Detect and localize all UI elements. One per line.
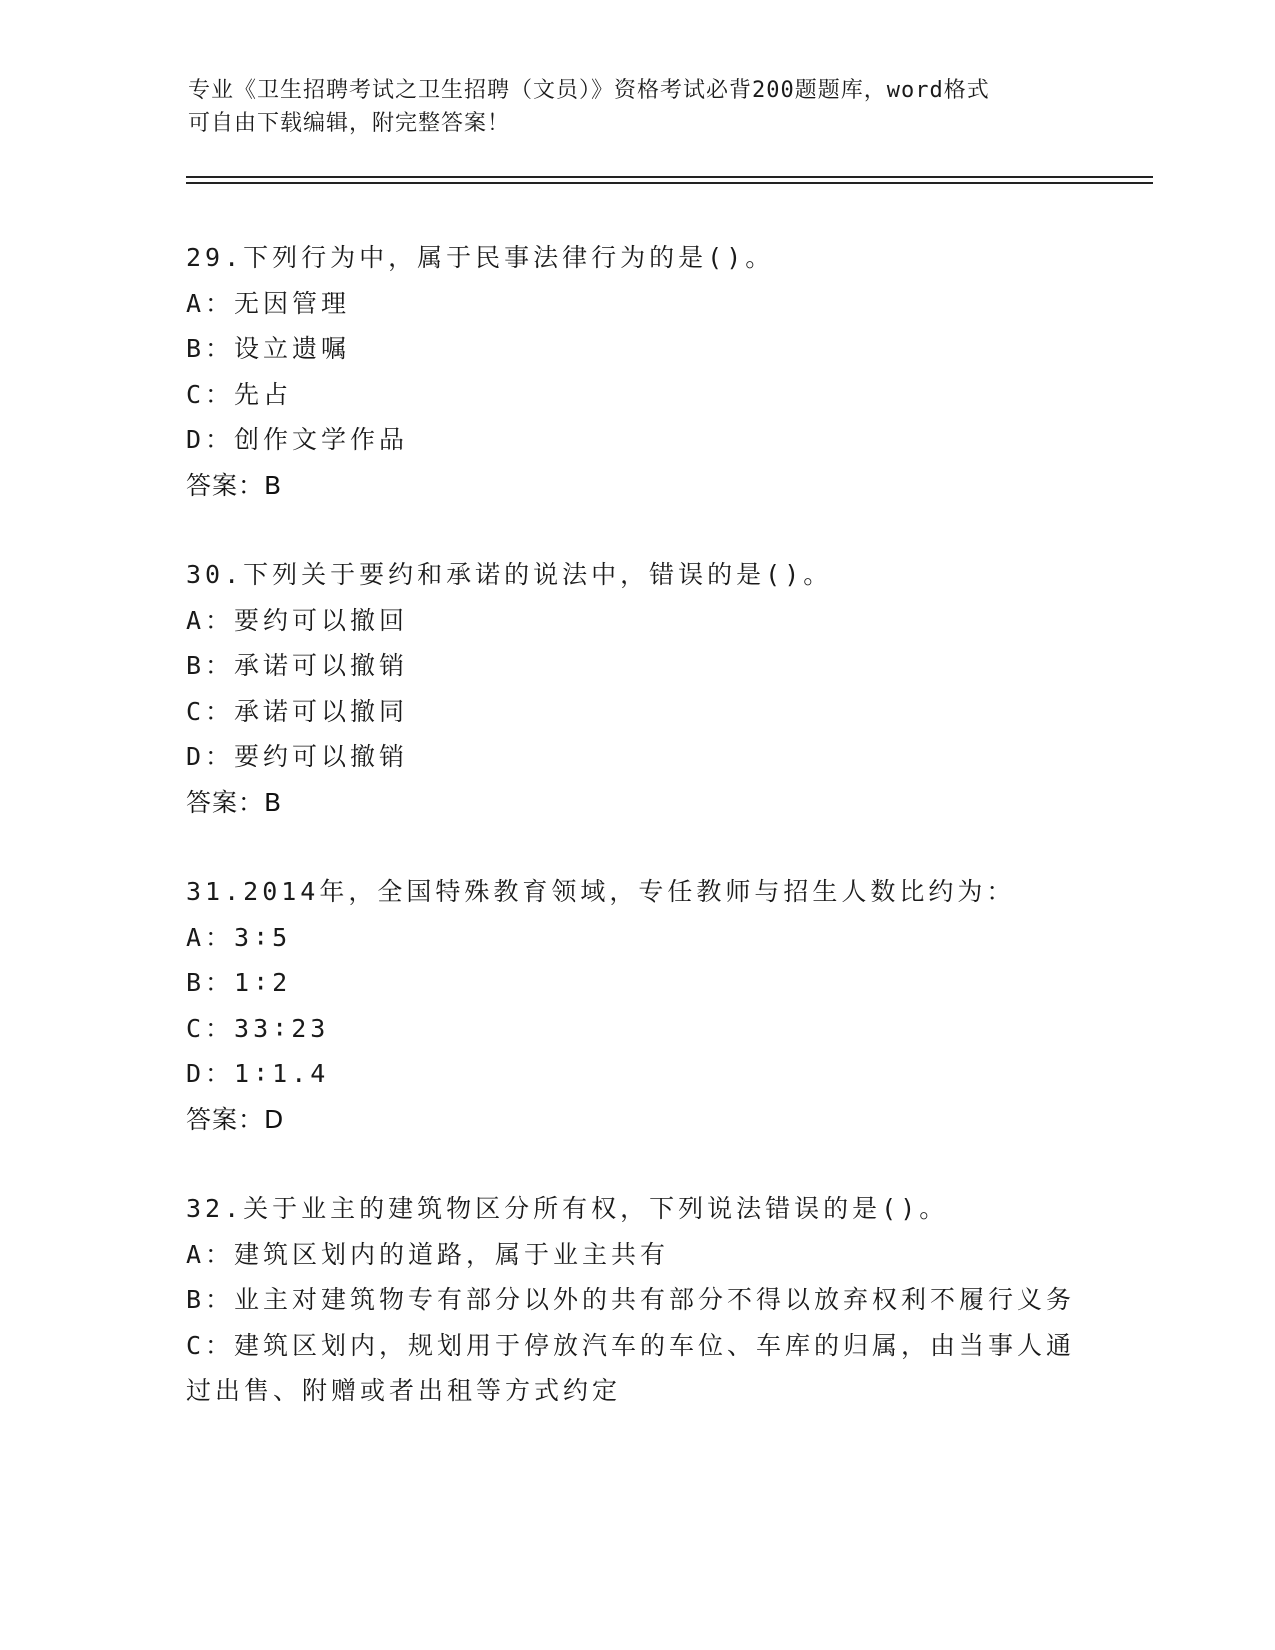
- document-header: [188, 74, 1068, 140]
- question-stem: 32.关于业主的建筑物区分所有权，下列说法错误的是()。: [186, 1194, 949, 1223]
- question-list: [186, 235, 1086, 1458]
- question-29: [186, 235, 1086, 508]
- question-stem: 31.2014年，全国特殊教育领域，专任教师与招生人数比约为：: [186, 877, 1016, 906]
- option-c: C：33∶23: [186, 1013, 330, 1043]
- header-divider-bottom: [186, 182, 1153, 184]
- question-stem: 29.下列行为中，属于民事法律行为的是()。: [186, 243, 775, 272]
- question-30: [186, 552, 1086, 825]
- question-31: [186, 869, 1086, 1142]
- option-a: A：无因管理: [186, 288, 351, 318]
- question-32: [186, 1186, 1086, 1414]
- option-d: D：创作文学作品: [186, 425, 409, 454]
- header-title-line-2: 可自由下载编辑，附完整答案！: [188, 111, 511, 136]
- option-a: A：建筑区划内的道路，属于业主共有: [186, 1239, 670, 1269]
- option-b: B：业主对建筑物专有部分以外的共有部分不得以放弃权利不履行义务: [186, 1285, 1076, 1314]
- header-title-line-1: 专业《卫生招聘考试之卫生招聘（文员）》资格考试必背200题题库，word格式: [188, 78, 990, 103]
- option-d: D：要约可以撤销: [186, 742, 409, 771]
- option-a: A：3∶5: [186, 922, 292, 952]
- option-d: D：1∶1.4: [186, 1059, 330, 1088]
- answer-line: 答案：D: [186, 1104, 285, 1134]
- answer-line: 答案：B: [186, 787, 283, 817]
- header-divider-top: [186, 176, 1153, 178]
- option-b: B：设立遗嘱: [186, 334, 351, 363]
- question-stem: 30.下列关于要约和承诺的说法中，错误的是()。: [186, 560, 833, 589]
- answer-line: 答案：B: [186, 470, 283, 500]
- option-c: C：先占: [186, 379, 293, 409]
- option-c: C：建筑区划内，规划用于停放汽车的车位、车库的归属，由当事人通过出售、附赠或者出租等方式约定: [186, 1330, 1076, 1405]
- option-b: B：承诺可以撤销: [186, 651, 409, 680]
- option-a: A：要约可以撤回: [186, 605, 409, 635]
- option-b: B：1∶2: [186, 968, 292, 997]
- option-c: C：承诺可以撤同: [186, 696, 409, 726]
